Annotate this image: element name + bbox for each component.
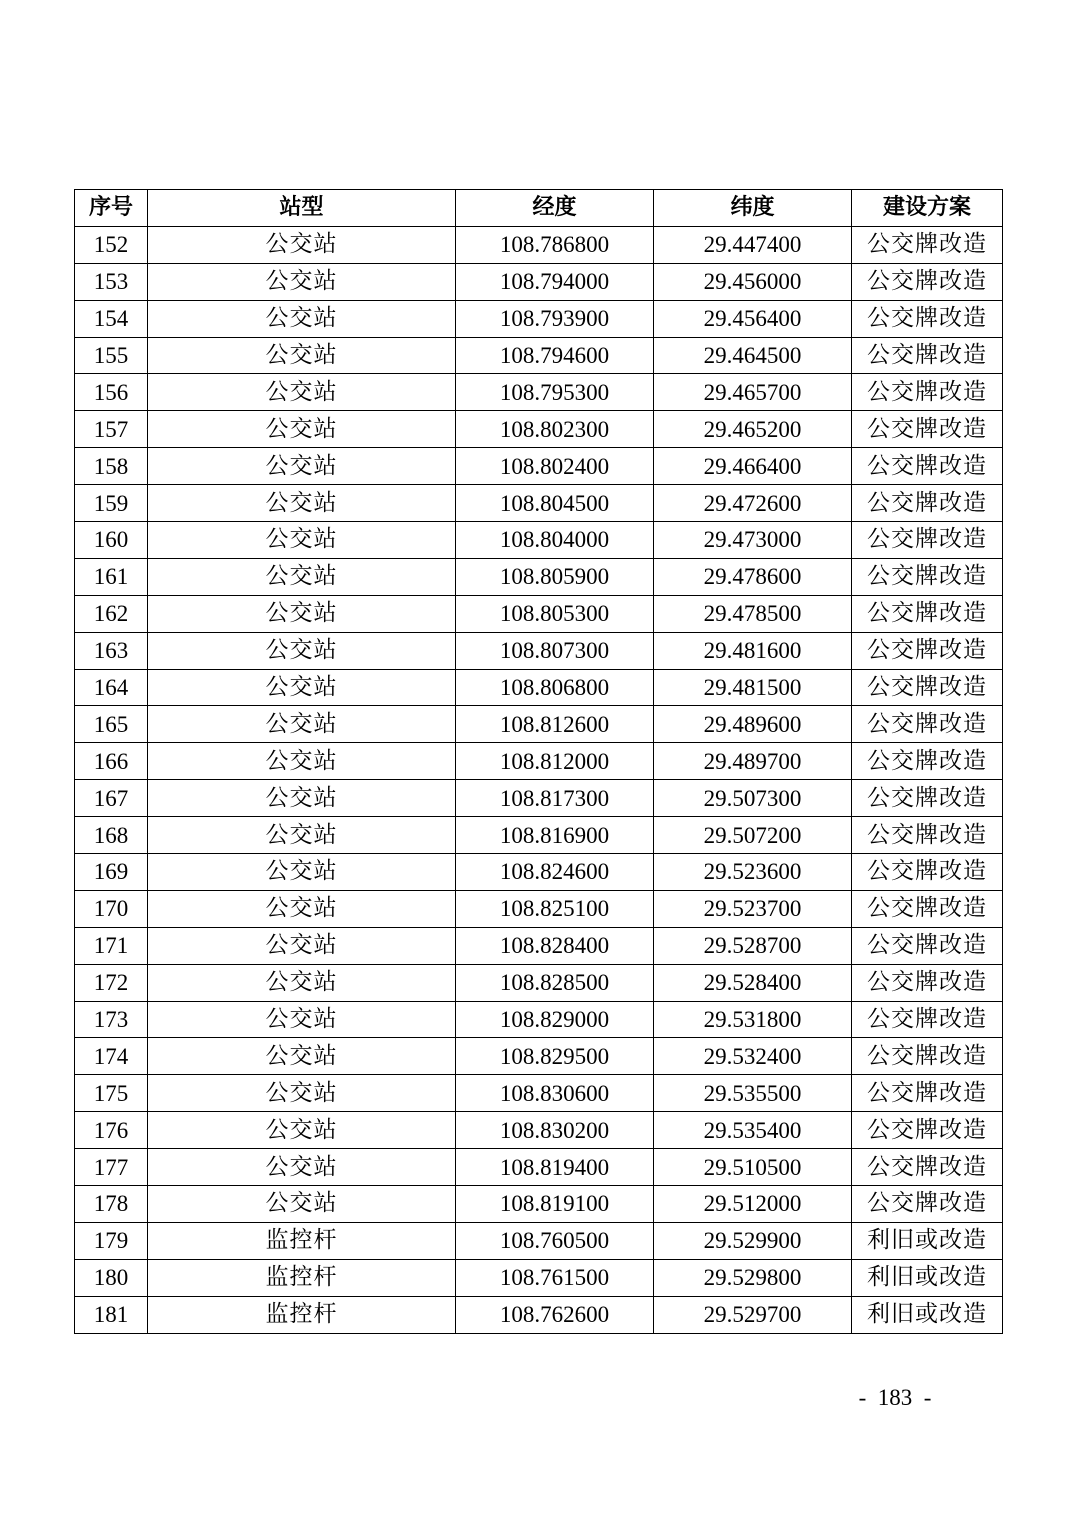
cell-longitude: 108.805900 (456, 558, 654, 595)
cell-station-type: 公交站 (148, 1001, 456, 1038)
cell-station-type: 公交站 (148, 1149, 456, 1186)
cell-longitude: 108.786800 (456, 226, 654, 263)
table-row (75, 411, 1003, 448)
cell-construction-plan: 公交牌改造 (852, 706, 1003, 743)
cell-station-type: 公交站 (148, 1038, 456, 1075)
table-row (75, 817, 1003, 854)
cell-index: 157 (75, 411, 148, 448)
cell-longitude: 108.762600 (456, 1296, 654, 1333)
cell-construction-plan: 公交牌改造 (852, 632, 1003, 669)
cell-construction-plan: 公交牌改造 (852, 448, 1003, 485)
cell-construction-plan: 公交牌改造 (852, 964, 1003, 1001)
table-row (75, 1222, 1003, 1259)
cell-longitude: 108.804000 (456, 522, 654, 559)
cell-longitude: 108.794600 (456, 337, 654, 374)
table-row (75, 337, 1003, 374)
cell-longitude: 108.816900 (456, 817, 654, 854)
cell-construction-plan: 公交牌改造 (852, 1149, 1003, 1186)
cell-index: 168 (75, 817, 148, 854)
table-row (75, 263, 1003, 300)
table-row (75, 890, 1003, 927)
cell-station-type: 监控杆 (148, 1259, 456, 1296)
cell-construction-plan: 公交牌改造 (852, 1075, 1003, 1112)
cell-longitude: 108.804500 (456, 485, 654, 522)
cell-longitude: 108.806800 (456, 669, 654, 706)
cell-longitude: 108.828500 (456, 964, 654, 1001)
table-row (75, 780, 1003, 817)
table-row (75, 485, 1003, 522)
table-row (75, 1259, 1003, 1296)
cell-latitude: 29.465200 (654, 411, 852, 448)
cell-construction-plan: 利旧或改造 (852, 1296, 1003, 1333)
station-table (74, 189, 1003, 1334)
cell-longitude: 108.760500 (456, 1222, 654, 1259)
cell-station-type: 公交站 (148, 706, 456, 743)
cell-station-type: 公交站 (148, 964, 456, 1001)
cell-station-type: 公交站 (148, 522, 456, 559)
cell-station-type: 公交站 (148, 890, 456, 927)
cell-latitude: 29.464500 (654, 337, 852, 374)
cell-latitude: 29.529800 (654, 1259, 852, 1296)
cell-longitude: 108.828400 (456, 927, 654, 964)
cell-longitude: 108.807300 (456, 632, 654, 669)
cell-construction-plan: 公交牌改造 (852, 226, 1003, 263)
cell-station-type: 监控杆 (148, 1222, 456, 1259)
table-row (75, 448, 1003, 485)
cell-index: 153 (75, 263, 148, 300)
table-row (75, 226, 1003, 263)
cell-index: 177 (75, 1149, 148, 1186)
cell-construction-plan: 公交牌改造 (852, 743, 1003, 780)
cell-longitude: 108.805300 (456, 595, 654, 632)
cell-index: 176 (75, 1112, 148, 1149)
cell-construction-plan: 公交牌改造 (852, 669, 1003, 706)
cell-station-type: 公交站 (148, 1112, 456, 1149)
cell-construction-plan: 公交牌改造 (852, 300, 1003, 337)
cell-longitude: 108.761500 (456, 1259, 654, 1296)
table-row (75, 1038, 1003, 1075)
table-row (75, 1149, 1003, 1186)
cell-longitude: 108.830600 (456, 1075, 654, 1112)
cell-latitude: 29.456000 (654, 263, 852, 300)
table-row (75, 669, 1003, 706)
cell-station-type: 公交站 (148, 558, 456, 595)
table-row (75, 595, 1003, 632)
cell-latitude: 29.523600 (654, 854, 852, 891)
cell-latitude: 29.472600 (654, 485, 852, 522)
table-row (75, 300, 1003, 337)
cell-latitude: 29.529900 (654, 1222, 852, 1259)
cell-longitude: 108.819100 (456, 1186, 654, 1223)
table-body (75, 226, 1003, 1333)
cell-station-type: 公交站 (148, 300, 456, 337)
cell-index: 181 (75, 1296, 148, 1333)
cell-latitude: 29.531800 (654, 1001, 852, 1038)
cell-construction-plan: 公交牌改造 (852, 1112, 1003, 1149)
table-row (75, 964, 1003, 1001)
cell-longitude: 108.812000 (456, 743, 654, 780)
cell-index: 179 (75, 1222, 148, 1259)
cell-index: 161 (75, 558, 148, 595)
cell-longitude: 108.829500 (456, 1038, 654, 1075)
cell-index: 175 (75, 1075, 148, 1112)
table-row (75, 1001, 1003, 1038)
cell-construction-plan: 公交牌改造 (852, 374, 1003, 411)
cell-latitude: 29.535400 (654, 1112, 852, 1149)
cell-index: 160 (75, 522, 148, 559)
cell-latitude: 29.535500 (654, 1075, 852, 1112)
cell-index: 169 (75, 854, 148, 891)
cell-index: 170 (75, 890, 148, 927)
cell-longitude: 108.793900 (456, 300, 654, 337)
header-construction-plan: 建设方案 (852, 190, 1003, 227)
cell-latitude: 29.528700 (654, 927, 852, 964)
cell-longitude: 108.829000 (456, 1001, 654, 1038)
cell-index: 155 (75, 337, 148, 374)
cell-latitude: 29.473000 (654, 522, 852, 559)
cell-station-type: 监控杆 (148, 1296, 456, 1333)
cell-station-type: 公交站 (148, 743, 456, 780)
cell-latitude: 29.489700 (654, 743, 852, 780)
cell-longitude: 108.819400 (456, 1149, 654, 1186)
cell-station-type: 公交站 (148, 226, 456, 263)
table-row (75, 522, 1003, 559)
cell-construction-plan: 利旧或改造 (852, 1222, 1003, 1259)
cell-latitude: 29.507300 (654, 780, 852, 817)
cell-latitude: 29.478500 (654, 595, 852, 632)
cell-latitude: 29.447400 (654, 226, 852, 263)
cell-index: 158 (75, 448, 148, 485)
cell-construction-plan: 公交牌改造 (852, 817, 1003, 854)
cell-index: 154 (75, 300, 148, 337)
cell-latitude: 29.478600 (654, 558, 852, 595)
cell-construction-plan: 公交牌改造 (852, 1001, 1003, 1038)
cell-latitude: 29.466400 (654, 448, 852, 485)
table-row (75, 632, 1003, 669)
cell-index: 162 (75, 595, 148, 632)
cell-index: 167 (75, 780, 148, 817)
header-latitude: 纬度 (654, 190, 852, 227)
cell-latitude: 29.465700 (654, 374, 852, 411)
cell-station-type: 公交站 (148, 854, 456, 891)
cell-longitude: 108.794000 (456, 263, 654, 300)
cell-station-type: 公交站 (148, 1075, 456, 1112)
cell-construction-plan: 公交牌改造 (852, 522, 1003, 559)
cell-longitude: 108.802300 (456, 411, 654, 448)
header-index: 序号 (75, 190, 148, 227)
cell-construction-plan: 公交牌改造 (852, 263, 1003, 300)
table-row (75, 927, 1003, 964)
cell-index: 173 (75, 1001, 148, 1038)
table-row (75, 1112, 1003, 1149)
table-row (75, 743, 1003, 780)
cell-longitude: 108.795300 (456, 374, 654, 411)
cell-construction-plan: 公交牌改造 (852, 595, 1003, 632)
cell-station-type: 公交站 (148, 485, 456, 522)
cell-longitude: 108.830200 (456, 1112, 654, 1149)
table-row (75, 374, 1003, 411)
cell-latitude: 29.523700 (654, 890, 852, 927)
cell-station-type: 公交站 (148, 337, 456, 374)
cell-index: 166 (75, 743, 148, 780)
table-header-row (75, 190, 1003, 227)
cell-longitude: 108.817300 (456, 780, 654, 817)
cell-construction-plan: 公交牌改造 (852, 558, 1003, 595)
cell-station-type: 公交站 (148, 669, 456, 706)
cell-construction-plan: 公交牌改造 (852, 1186, 1003, 1223)
cell-station-type: 公交站 (148, 817, 456, 854)
table-row (75, 1296, 1003, 1333)
cell-latitude: 29.529700 (654, 1296, 852, 1333)
cell-construction-plan: 公交牌改造 (852, 780, 1003, 817)
cell-index: 152 (75, 226, 148, 263)
cell-construction-plan: 公交牌改造 (852, 1038, 1003, 1075)
cell-latitude: 29.456400 (654, 300, 852, 337)
cell-station-type: 公交站 (148, 780, 456, 817)
cell-station-type: 公交站 (148, 263, 456, 300)
cell-longitude: 108.825100 (456, 890, 654, 927)
cell-station-type: 公交站 (148, 448, 456, 485)
cell-station-type: 公交站 (148, 927, 456, 964)
cell-latitude: 29.481600 (654, 632, 852, 669)
cell-construction-plan: 公交牌改造 (852, 854, 1003, 891)
cell-latitude: 29.510500 (654, 1149, 852, 1186)
cell-longitude: 108.802400 (456, 448, 654, 485)
header-longitude: 经度 (456, 190, 654, 227)
cell-station-type: 公交站 (148, 595, 456, 632)
cell-station-type: 公交站 (148, 1186, 456, 1223)
cell-station-type: 公交站 (148, 411, 456, 448)
cell-latitude: 29.512000 (654, 1186, 852, 1223)
cell-construction-plan: 利旧或改造 (852, 1259, 1003, 1296)
cell-index: 164 (75, 669, 148, 706)
cell-construction-plan: 公交牌改造 (852, 927, 1003, 964)
table-row (75, 854, 1003, 891)
cell-station-type: 公交站 (148, 632, 456, 669)
cell-index: 165 (75, 706, 148, 743)
cell-construction-plan: 公交牌改造 (852, 485, 1003, 522)
cell-longitude: 108.824600 (456, 854, 654, 891)
cell-station-type: 公交站 (148, 374, 456, 411)
cell-construction-plan: 公交牌改造 (852, 337, 1003, 374)
table-row (75, 1186, 1003, 1223)
cell-construction-plan: 公交牌改造 (852, 890, 1003, 927)
cell-latitude: 29.528400 (654, 964, 852, 1001)
cell-latitude: 29.481500 (654, 669, 852, 706)
cell-index: 180 (75, 1259, 148, 1296)
header-station-type: 站型 (148, 190, 456, 227)
table-row (75, 558, 1003, 595)
cell-index: 174 (75, 1038, 148, 1075)
cell-longitude: 108.812600 (456, 706, 654, 743)
cell-index: 163 (75, 632, 148, 669)
cell-latitude: 29.489600 (654, 706, 852, 743)
cell-index: 172 (75, 964, 148, 1001)
page-number: - 183 - (858, 1385, 932, 1410)
cell-latitude: 29.507200 (654, 817, 852, 854)
cell-latitude: 29.532400 (654, 1038, 852, 1075)
cell-index: 159 (75, 485, 148, 522)
cell-index: 178 (75, 1186, 148, 1223)
cell-index: 156 (75, 374, 148, 411)
cell-index: 171 (75, 927, 148, 964)
cell-construction-plan: 公交牌改造 (852, 411, 1003, 448)
table-row (75, 1075, 1003, 1112)
table-row (75, 706, 1003, 743)
